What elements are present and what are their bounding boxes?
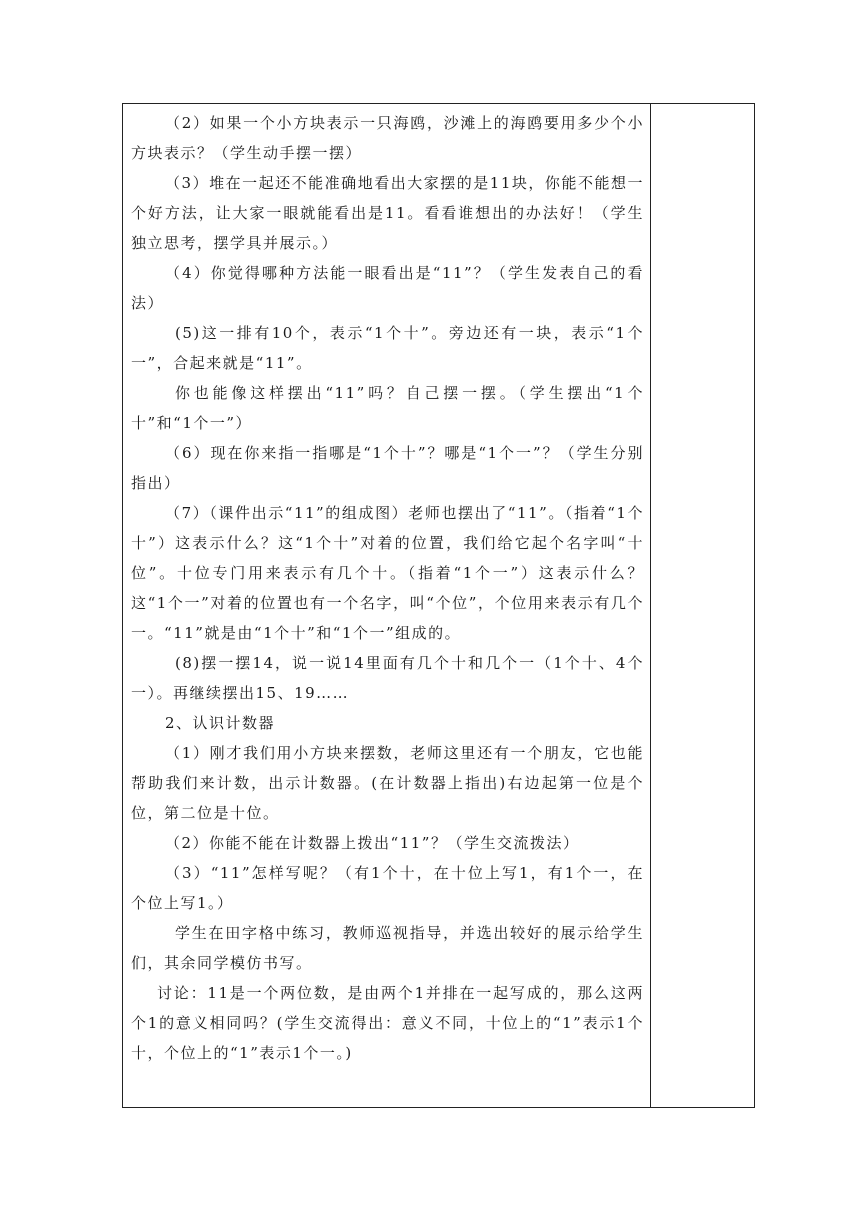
lesson-content-cell [123,104,651,1107]
paragraph-discussion: 讨论：11是一个两位数，是由两个1并排在一起写成的，那么这两个1的意义相同吗？(学生交流得出：意义不同，十位上的“1”表示1个十，个位上的“1”表示1个一。) [131,984,644,1062]
paragraph-step-5: (5)这一排有10个，表示“1个十”。旁边还有一块，表示“1个一”，合起来就是“11”。 [131,324,644,372]
paragraph-step-8: (8)摆一摆14，说一说14里面有几个十和几个一（1个十、4个一）。再继续摆出15、19…… [131,654,644,702]
paragraph-step-6: （6）现在你来指一指哪是“1个十”？哪是“1个一”？（学生分别指出） [131,444,644,492]
paragraph-step-2: （2）如果一个小方块表示一只海鸥，沙滩上的海鸥要用多少个小方块表示？（学生动手摆一摆） [131,114,644,162]
paragraph-step-7: （7）（课件出示“11”的组成图）老师也摆出了“11”。（指着“1个十”）这表示什么？这“1个十”对着的位置，我们给它起个名字叫“十位”。十位专门用来表示有几个十。（指着“1个一”）这表示什么？这“1个一”对着的位置也有一个名字，叫“个位”，个位用来表示有几个一。“11”就是由“1个十”和“1个一”组成的。 [131,504,644,642]
paragraph-step-4: （4）你觉得哪种方法能一眼看出是“11”？（学生发表自己的看法） [131,264,644,312]
paragraph-practice: 学生在田字格中练习，教师巡视指导，并选出较好的展示给学生们，其余同学模仿书写。 [131,924,644,972]
lesson-table [122,103,755,1108]
paragraph-step-3: （3）堆在一起还不能准确地看出大家摆的是11块，你能不能想一个好方法，让大家一眼就能看出是11。看看谁想出的办法好！（学生独立思考，摆学具并展示。） [131,174,644,252]
paragraph-counter-1: （1）刚才我们用小方块来摆数，老师这里还有一个朋友，它也能帮助我们来计数，出示计数器。(在计数器上指出)右边起第一位是个位，第二位是十位。 [131,744,644,822]
paragraph-counter-2: （2）你能不能在计数器上拨出“11”？（学生交流拨法） [165,834,580,852]
paragraph-counter-3: （3）“11”怎样写呢？（有1个十，在十位上写1，有1个一，在个位上写1。） [131,864,644,912]
section-heading-counter: 2、认识计数器 [165,714,276,732]
notes-cell [651,104,754,1107]
paragraph-step-5-followup: 你也能像这样摆出“11”吗？自己摆一摆。（学生摆出“1个十”和“1个一”） [131,384,644,432]
